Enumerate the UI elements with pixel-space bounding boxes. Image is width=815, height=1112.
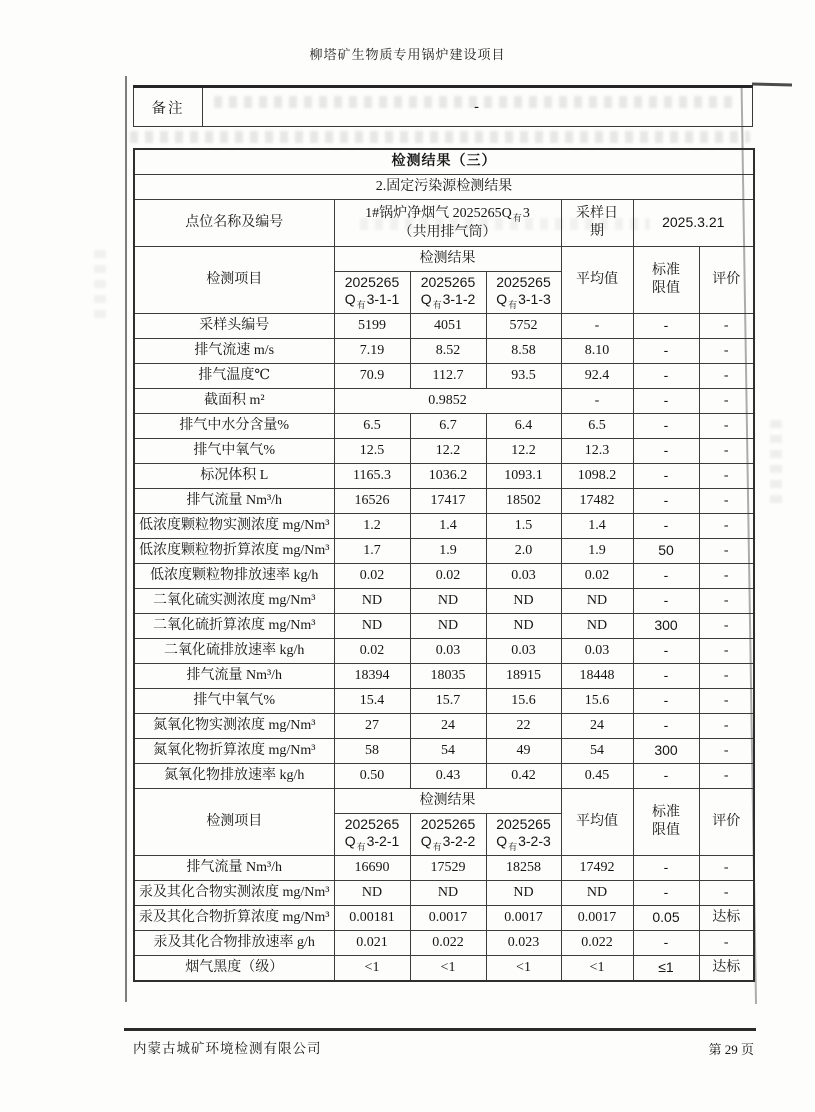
limit-column-header: 标准限值 xyxy=(633,247,699,314)
limit-value: - xyxy=(633,856,699,881)
eval-value: - xyxy=(699,314,754,339)
eval-column-header: 评价 xyxy=(699,247,754,314)
eval-value: - xyxy=(699,439,754,464)
result-value: 0.03 xyxy=(486,564,561,589)
result-value: 0.43 xyxy=(410,764,486,789)
limit-value: - xyxy=(633,339,699,364)
site-value-line2: （共用排气筒） xyxy=(398,224,497,240)
result-value: 17529 xyxy=(410,856,486,881)
row-label: 汞及其化合物折算浓度 mg/Nm³ xyxy=(134,906,334,931)
eval-value: - xyxy=(699,856,754,881)
result-value: 5752 xyxy=(486,314,561,339)
result-value: 0.03 xyxy=(486,639,561,664)
eval-value: - xyxy=(699,514,754,539)
average-value: 54 xyxy=(561,739,633,764)
average-value: 15.6 xyxy=(561,689,633,714)
result-value: 18394 xyxy=(334,664,410,689)
remarks-label: 备注 xyxy=(134,87,203,127)
eval-value: - xyxy=(699,614,754,639)
row-label: 汞及其化合物实测浓度 mg/Nm³ xyxy=(134,881,334,906)
average-column-header: 平均值 xyxy=(561,789,633,856)
table-row xyxy=(134,739,754,764)
table-row xyxy=(134,200,754,247)
result-value: 54 xyxy=(410,739,486,764)
result-value: 0.0017 xyxy=(486,906,561,931)
eval-value: - xyxy=(699,764,754,789)
section-title: 检测结果（三） xyxy=(134,149,754,175)
result-value: 12.5 xyxy=(334,439,410,464)
site-value-subscript: 有 xyxy=(512,212,522,223)
result-value-span: 0.9852 xyxy=(334,389,561,414)
row-label: 烟气黑度（级） xyxy=(134,956,334,982)
average-value: 0.45 xyxy=(561,764,633,789)
site-value-line1: 1#锅炉净烟气 2025265Q xyxy=(365,206,512,222)
result-value: 8.52 xyxy=(410,339,486,364)
average-value: 12.3 xyxy=(561,439,633,464)
average-value: 18448 xyxy=(561,664,633,689)
table-row xyxy=(134,956,754,982)
result-value: ND xyxy=(334,614,410,639)
row-label: 低浓度颗粒物排放速率 kg/h xyxy=(134,564,334,589)
sample-code: 2025265 $Q_有3-1-2$ xyxy=(410,272,486,314)
site-value-suffix: 3 xyxy=(522,206,530,222)
eval-value: - xyxy=(699,389,754,414)
table-row xyxy=(134,364,754,389)
row-label: 排气流速 m/s xyxy=(134,339,334,364)
average-value: 92.4 xyxy=(561,364,633,389)
limit-value: - xyxy=(633,514,699,539)
eval-value: - xyxy=(699,639,754,664)
result-value: 18258 xyxy=(486,856,561,881)
result-value: 5199 xyxy=(334,314,410,339)
result-value: 16690 xyxy=(334,856,410,881)
result-value: ND xyxy=(410,881,486,906)
limit-value: - xyxy=(633,464,699,489)
page-edge-line-left xyxy=(125,76,127,1002)
limit-value: ≤1 xyxy=(633,956,699,982)
eval-value: - xyxy=(699,714,754,739)
result-value: 15.7 xyxy=(410,689,486,714)
result-column-header: 检测结果 xyxy=(334,247,561,272)
limit-value: - xyxy=(633,439,699,464)
table-row xyxy=(134,87,753,127)
bleed-through-artifact xyxy=(770,420,782,510)
eval-value: - xyxy=(699,664,754,689)
result-value: 7.19 xyxy=(334,339,410,364)
limit-value: - xyxy=(633,764,699,789)
limit-value: - xyxy=(633,364,699,389)
bleed-through-artifact xyxy=(130,131,750,143)
result-value: ND xyxy=(334,589,410,614)
item-column-header: 检测项目 xyxy=(134,789,334,856)
row-label: 标况体积 L xyxy=(134,464,334,489)
table-row xyxy=(134,439,754,464)
document-header-title: 柳塔矿生物质专用锅炉建设项目 xyxy=(309,47,506,62)
table-row xyxy=(134,514,754,539)
average-value: 1098.2 xyxy=(561,464,633,489)
average-value: 17492 xyxy=(561,856,633,881)
result-value: ND xyxy=(410,614,486,639)
limit-value: - xyxy=(633,714,699,739)
table-row xyxy=(134,564,754,589)
result-column-header: 检测结果 xyxy=(334,789,561,814)
eval-value: - xyxy=(699,489,754,514)
average-value: 1.9 xyxy=(561,539,633,564)
table-row xyxy=(134,589,754,614)
eval-value: 达标 xyxy=(699,956,754,982)
footer-page-number: 第 29 页 xyxy=(708,1042,754,1057)
eval-value: - xyxy=(699,539,754,564)
table-row xyxy=(134,489,754,514)
row-label: 低浓度颗粒物折算浓度 mg/Nm³ xyxy=(134,539,334,564)
result-value: 0.50 xyxy=(334,764,410,789)
eval-value: - xyxy=(699,589,754,614)
results-rows-section-1 xyxy=(134,314,754,789)
row-label: 二氧化硫折算浓度 mg/Nm³ xyxy=(134,614,334,639)
sample-code: 2025265 $Q_有3-2-1$ xyxy=(334,814,410,856)
limit-value: - xyxy=(633,881,699,906)
result-value: 1.5 xyxy=(486,514,561,539)
result-value: 93.5 xyxy=(486,364,561,389)
table-row xyxy=(134,789,754,814)
average-value: <1 xyxy=(561,956,633,982)
table-row xyxy=(134,339,754,364)
result-value: 18915 xyxy=(486,664,561,689)
result-value: 16526 xyxy=(334,489,410,514)
result-value: 22 xyxy=(486,714,561,739)
average-value: ND xyxy=(561,614,633,639)
average-column-header: 平均值 xyxy=(561,247,633,314)
limit-value: - xyxy=(633,689,699,714)
average-value: 0.02 xyxy=(561,564,633,589)
eval-value: - xyxy=(699,689,754,714)
row-label: 排气流量 Nm³/h xyxy=(134,664,334,689)
result-value: 15.6 xyxy=(486,689,561,714)
result-value: ND xyxy=(486,881,561,906)
result-value: 0.42 xyxy=(486,764,561,789)
limit-value: - xyxy=(633,589,699,614)
result-value: ND xyxy=(410,589,486,614)
row-label: 氮氧化物排放速率 kg/h xyxy=(134,764,334,789)
page-edge-line-top xyxy=(752,82,792,86)
eval-value: 达标 xyxy=(699,906,754,931)
average-value: 8.10 xyxy=(561,339,633,364)
average-value: 24 xyxy=(561,714,633,739)
footer-company-name: 内蒙古城矿环境检测有限公司 xyxy=(133,1041,322,1056)
table-row xyxy=(134,247,754,272)
result-value: 6.4 xyxy=(486,414,561,439)
result-value: <1 xyxy=(410,956,486,982)
result-value: 1036.2 xyxy=(410,464,486,489)
average-value: 0.0017 xyxy=(561,906,633,931)
result-value: 18035 xyxy=(410,664,486,689)
row-label: 汞及其化合物排放速率 g/h xyxy=(134,931,334,956)
result-value: 0.03 xyxy=(410,639,486,664)
limit-value: 0.05 xyxy=(633,906,699,931)
result-value: 0.02 xyxy=(334,564,410,589)
eval-value: - xyxy=(699,414,754,439)
limit-value: - xyxy=(633,664,699,689)
eval-value: - xyxy=(699,564,754,589)
result-value: 2.0 xyxy=(486,539,561,564)
limit-value: 50 xyxy=(633,539,699,564)
result-value: 17417 xyxy=(410,489,486,514)
result-value: 70.9 xyxy=(334,364,410,389)
result-value: 0.0017 xyxy=(410,906,486,931)
result-value: ND xyxy=(486,589,561,614)
average-value: 0.03 xyxy=(561,639,633,664)
table-row xyxy=(134,931,754,956)
result-value: 1.7 xyxy=(334,539,410,564)
table-row xyxy=(134,689,754,714)
result-value: 112.7 xyxy=(410,364,486,389)
table-row xyxy=(134,614,754,639)
table-row xyxy=(134,906,754,931)
result-value: ND xyxy=(334,881,410,906)
row-label: 排气流量 Nm³/h xyxy=(134,856,334,881)
row-label: 排气中水分含量% xyxy=(134,414,334,439)
footer-divider xyxy=(124,1028,756,1031)
result-value: 6.5 xyxy=(334,414,410,439)
average-value: 6.5 xyxy=(561,414,633,439)
result-value: <1 xyxy=(486,956,561,982)
eval-value: - xyxy=(699,464,754,489)
result-value: 18502 xyxy=(486,489,561,514)
row-label: 低浓度颗粒物实测浓度 mg/Nm³ xyxy=(134,514,334,539)
results-table xyxy=(133,148,755,982)
result-value: 1.4 xyxy=(410,514,486,539)
average-value: ND xyxy=(561,589,633,614)
result-value: 1165.3 xyxy=(334,464,410,489)
eval-value: - xyxy=(699,931,754,956)
table-row xyxy=(134,664,754,689)
row-label: 氮氧化物实测浓度 mg/Nm³ xyxy=(134,714,334,739)
site-name-value xyxy=(334,200,561,247)
result-value: 8.58 xyxy=(486,339,561,364)
result-value: 12.2 xyxy=(410,439,486,464)
sample-code: 2025265 $Q_有3-1-1$ xyxy=(334,272,410,314)
result-value: 27 xyxy=(334,714,410,739)
result-value: 1.2 xyxy=(334,514,410,539)
row-label: 氮氧化物折算浓度 mg/Nm³ xyxy=(134,739,334,764)
result-value: 0.02 xyxy=(334,639,410,664)
row-label: 采样头编号 xyxy=(134,314,334,339)
result-value: 4051 xyxy=(410,314,486,339)
sample-code: 2025265 $Q_有3-2-3$ xyxy=(486,814,561,856)
remarks-table xyxy=(133,85,753,127)
sample-code: 2025265 $Q_有3-2-2$ xyxy=(410,814,486,856)
table-row xyxy=(134,314,754,339)
eval-column-header: 评价 xyxy=(699,789,754,856)
average-value: 1.4 xyxy=(561,514,633,539)
sampling-date-value: 2025.3.21 xyxy=(633,200,754,247)
limit-value: - xyxy=(633,564,699,589)
result-value: 0.02 xyxy=(410,564,486,589)
eval-value: - xyxy=(699,881,754,906)
limit-value: - xyxy=(633,389,699,414)
section-subtitle: 2.固定污染源检测结果 xyxy=(134,175,754,200)
result-value: 6.7 xyxy=(410,414,486,439)
limit-value: 300 xyxy=(633,614,699,639)
limit-value: 300 xyxy=(633,739,699,764)
site-name-label: 点位名称及编号 xyxy=(134,200,334,247)
limit-value: - xyxy=(633,639,699,664)
result-value: 58 xyxy=(334,739,410,764)
table-row xyxy=(134,639,754,664)
result-value: 0.021 xyxy=(334,931,410,956)
average-value: 0.022 xyxy=(561,931,633,956)
result-value: 1.9 xyxy=(410,539,486,564)
average-value: 17482 xyxy=(561,489,633,514)
result-value: 24 xyxy=(410,714,486,739)
eval-value: - xyxy=(699,364,754,389)
table-row xyxy=(134,389,754,414)
limit-column-header: 标准限值 xyxy=(633,789,699,856)
table-row xyxy=(134,764,754,789)
item-column-header: 检测项目 xyxy=(134,247,334,314)
result-value: 0.023 xyxy=(486,931,561,956)
result-value: 0.00181 xyxy=(334,906,410,931)
result-value: 0.022 xyxy=(410,931,486,956)
average-value: - xyxy=(561,314,633,339)
result-value: 1093.1 xyxy=(486,464,561,489)
row-label: 截面积 m² xyxy=(134,389,334,414)
row-label: 排气温度℃ xyxy=(134,364,334,389)
bleed-through-artifact xyxy=(94,250,106,320)
result-value: 49 xyxy=(486,739,561,764)
sampling-date-label: 采样日期 xyxy=(561,200,633,247)
limit-value: - xyxy=(633,414,699,439)
result-value: ND xyxy=(486,614,561,639)
table-row xyxy=(134,539,754,564)
eval-value: - xyxy=(699,739,754,764)
sample-code: 2025265 $Q_有3-1-3$ xyxy=(486,272,561,314)
remarks-value: - xyxy=(203,87,753,127)
row-label: 二氧化硫排放速率 kg/h xyxy=(134,639,334,664)
result-value: 12.2 xyxy=(486,439,561,464)
table-row xyxy=(134,714,754,739)
average-value: ND xyxy=(561,881,633,906)
limit-value: - xyxy=(633,931,699,956)
limit-value: - xyxy=(633,489,699,514)
eval-value: - xyxy=(699,339,754,364)
table-row xyxy=(134,856,754,881)
average-value: - xyxy=(561,389,633,414)
row-label: 二氧化硫实测浓度 mg/Nm³ xyxy=(134,589,334,614)
table-row xyxy=(134,175,754,200)
limit-value: - xyxy=(633,314,699,339)
row-label: 排气中氧气% xyxy=(134,689,334,714)
table-row xyxy=(134,881,754,906)
table-row xyxy=(134,414,754,439)
result-value: 15.4 xyxy=(334,689,410,714)
table-row xyxy=(134,149,754,175)
row-label: 排气流量 Nm³/h xyxy=(134,489,334,514)
results-rows-section-2 xyxy=(134,856,754,982)
result-value: <1 xyxy=(334,956,410,982)
table-row xyxy=(134,464,754,489)
row-label: 排气中氧气% xyxy=(134,439,334,464)
results-table-wrapper xyxy=(133,148,753,982)
